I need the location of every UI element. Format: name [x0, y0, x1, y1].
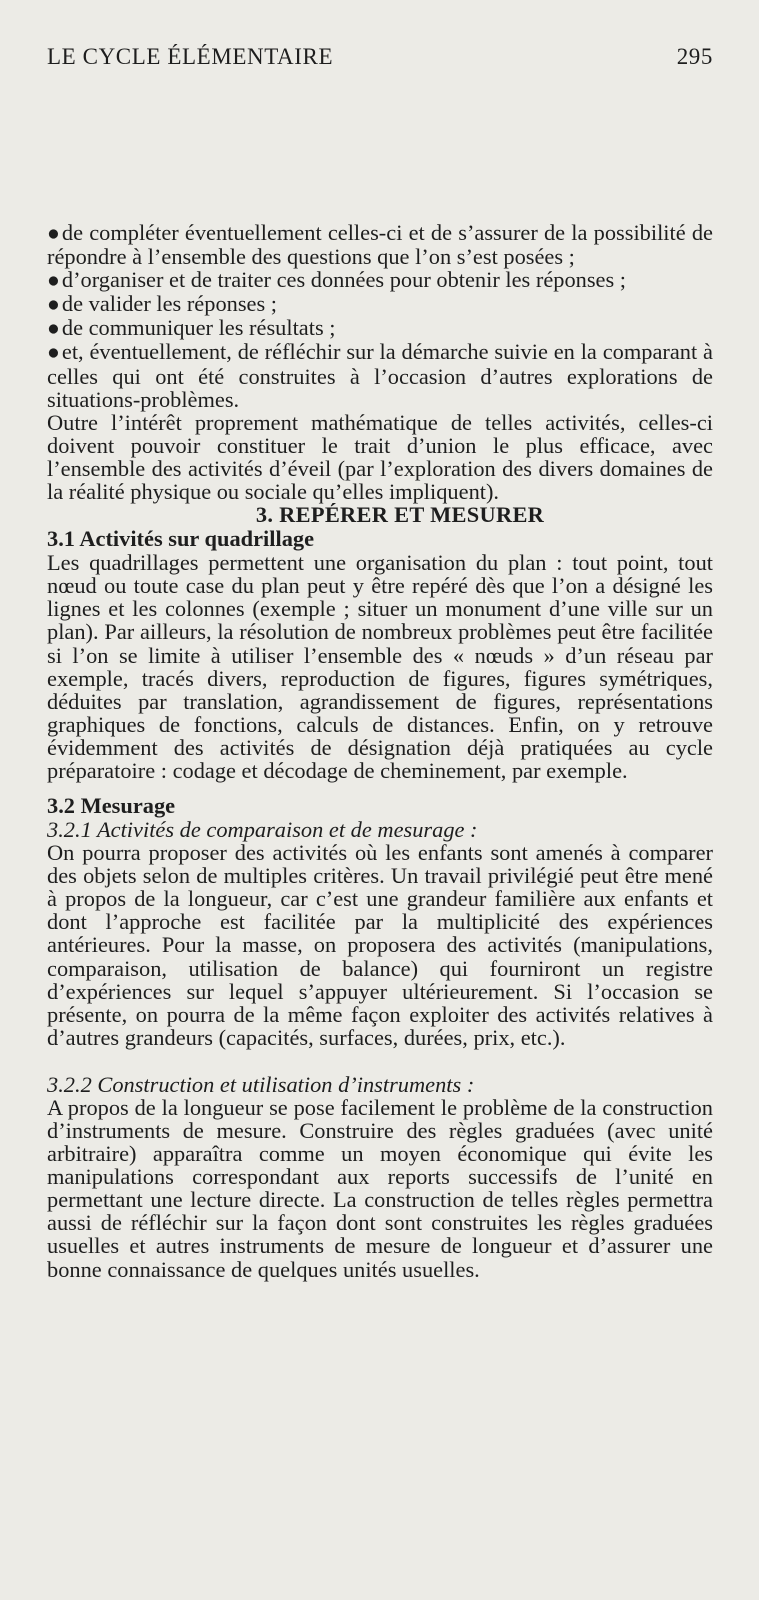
bullet-item [47, 268, 713, 292]
bullet-icon: ● [47, 316, 60, 341]
bullet-text: de communiquer les résultats ; [61, 315, 336, 341]
bullet-icon: ● [47, 340, 60, 365]
bullet-text: de compléter éventuellement celles-ci et de s’assurer de la possibilité de répondre à l’ensemble des questions que l’on s’est posées ; [47, 220, 713, 270]
bullet-item [47, 340, 713, 410]
subsection-text-3-1: Les quadrillages permettent une organisation du plan : tout point, tout nœud ou toute case du plan peut y être repéré dès que l’on a désigné les lignes et les colonnes (exemple ; situer un monument d’une ville sur un plan). Par ailleurs, la résolution de nombreux problèmes peut être facilitée si l’on se limite à utiliser l’ensemble des « nœuds » d’un réseau par exemple, tracés divers, reproduction de figures, figures symétriques, déduites par translation, agrandissement de figures, représentations graphiques de fonctions, calculs de distances. Enfin, on y retrouve évidemment des activités de désignation déjà pratiquées au cycle préparatoire : codage et décodage de cheminement, par exemple. [47, 550, 713, 783]
bullet-icon: ● [47, 268, 60, 293]
subsubsection-title-3-2-2: 3.2.2 Construction et utilisation d’instruments : [47, 1071, 475, 1097]
subsection-title-3-1: 3.1 Activités sur quadrillage [47, 526, 315, 552]
page-number: 295 [676, 44, 713, 69]
bullet-item [47, 221, 713, 268]
bullet-text: d’organiser et de traiter ces données pour obtenir les réponses ; [61, 267, 627, 293]
body-text [47, 221, 713, 1281]
section-title: 3. REPÉRER ET MESURER [255, 502, 545, 528]
bullet-item [47, 292, 713, 316]
subsubsection-title-3-2-1: 3.2.1 Activités de comparaison et de mesurage : [47, 817, 478, 843]
bullet-text: et, éventuellement, de réfléchir sur la démarche suivie en la comparant à celles qui ont été construites à l’occasion d’autres explorations de situations-problèmes. [47, 339, 713, 412]
bullet-item [47, 316, 713, 340]
subsubsection-text-3-2-1: On pourra proposer des activités où les enfants sont amenés à comparer des objets selon de multiples critères. Un travail privilégié peut être mené à propos de la longueur, car c’est une grandeur familière aux enfants et dont l’approche est facilitée par la multiplicité des expériences antérieures. Pour la masse, on proposera des activités (manipulations, comparaison, utilisation de balance) qui fourniront un registre d’expériences sur lequel s’appuyer ultérieurement. Si l’occasion se présente, on pourra de la même façon exploiter des activités relatives à d’autres grandeurs (capacités, surfaces, durées, prix, etc.). [47, 840, 713, 1050]
subsection-title-3-2: 3.2 Mesurage [47, 793, 176, 819]
bullet-icon: ● [47, 292, 60, 317]
bullet-text: de valider les réponses ; [61, 291, 278, 317]
bullet-icon: ● [47, 221, 60, 245]
running-head [47, 44, 713, 104]
subsubsection-text-3-2-2: A propos de la longueur se pose facilement le problème de la construction d’instruments de mesure. Construire des règles graduées (avec unité arbitraire) apparaîtra comme un moyen économique qui évite les manipulations correspondant aux reports successifs de l’unité en permettant une lecture directe. La construction de telles règles permettra aussi de réfléchir sur la façon dont sont construites les règles graduées usuelles et autres instruments de mesure de longueur et d’assurer une bonne connaissance de quelques unités usuelles. [47, 1094, 713, 1282]
running-title: LE CYCLE ÉLÉMENTAIRE [47, 44, 334, 69]
intro-paragraph: Outre l’intérêt proprement mathématique de telles activités, celles-ci doivent pouvoir constituer le trait d’union le plus efficace, avec l’ensemble des activités d’éveil (par l’exploration des divers domaines de la réalité physique ou sociale qu’elles impliquent). [47, 409, 713, 505]
